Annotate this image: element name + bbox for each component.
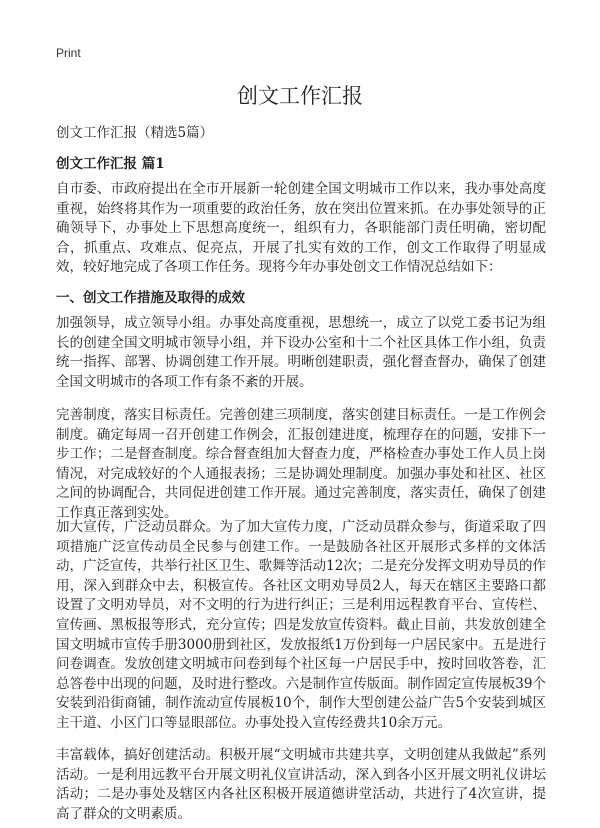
section-heading: 一、创文工作措施及取得的成效 (56, 290, 245, 306)
body-paragraph: 丰富载体，搞好创建活动。积极开展“文明城市共建共享，文明创建从我做起”系列活动。一是利用远教平台开展文明礼仪宣讲活动，深入到各小区开展文明礼仪讲坛活动；二是办事处及辖区内各社区积极开展道德讲堂活动，共进行了4次宣讲，提高了群众的文明素质。 (56, 747, 546, 822)
body-paragraph: 加大宣传，广泛动员群众。为了加大宣传力度，广泛动员群众参与，街道采取了四项措施广泛宣传动员全民参与创建工作。一是鼓励各社区开展形式多样的文体活动，广泛宣传，共举行社区卫生、歌舞等活动12次；二是充分发挥文明劝导员的作用，深入到群众中去，积极宣传。各社区文明劝导员2人，每天在辖区主要路口都设置了文明劝导员，对不文明的行为进行纠正；三是利用远程教育平台、宣传栏、宣传画、黑板报等形式，充分宣传；四是发放宣传资料。截止目前，共发放创建全国文明城市宣传手册3000册到社区，发放报纸1万份到每一户居民家中。五是进行问卷调查。发放创建文明城市问卷到每个社区每一户居民手中，按时回收答卷，汇总答卷中出现的问题，及时进行整改。六是制作宣传版面。制作固定宣传展板39个安装到沿街商铺，制作流动宣传展板10个，制作大型创建公益广告5个安装到城区主干道、小区门口等显眼部位。办事处投入宣传经费共10余万元。 (56, 519, 546, 731)
document-title: 创文工作汇报 (237, 84, 363, 108)
intro-paragraph: 自市委、市政府提出在全市开展新一轮创建全国文明城市工作以来，我办事处高度重视，始终将其作为一项重要的政治任务，放在突出位置来抓。在办事处领导的正确领导下，办事处上下思想高度统一，组织有力，各职能部门责任明确，密切配合，抓重点、攻难点、促亮点，开展了扎实有效的工作，创文工作取得了明显成效，较好地完成了各项工作任务。现将今年办事处创文工作情况总结如下： (56, 181, 546, 276)
document-subtitle: 创文工作汇报（精选5篇） (56, 125, 214, 141)
article-heading: 创文工作汇报 篇1 (56, 156, 165, 172)
body-paragraph: 完善制度，落实目标责任。完善创建三项制度，落实创建目标责任。一是工作例会制度。确定每周一召开创建工作例会，汇报创建进度，梳理存在的问题，安排下一步工作；二是督查制度。综合督查组加大督查力度，严格检查办事处工作人员上岗情况，对完成较好的个人通报表扬；三是协调处理制度。加强办事处和社区、社区之间的协调配合，共同促进创建工作开展。通过完善制度，落实责任，确保了创建工作真正落到实处。 (56, 407, 546, 521)
print-link[interactable]: Print (56, 46, 81, 60)
body-paragraph: 加强领导，成立领导小组。办事处高度重视，思想统一，成立了以党工委书记为组长的创建全国文明城市领导小组，并下设办公室和十二个社区具体工作小组，负责统一指挥、部署、协调创建工作开展。明晰创建职责，强化督查督办，确保了创建全国文明城市的各项工作有条不紊的开展。 (56, 315, 546, 390)
